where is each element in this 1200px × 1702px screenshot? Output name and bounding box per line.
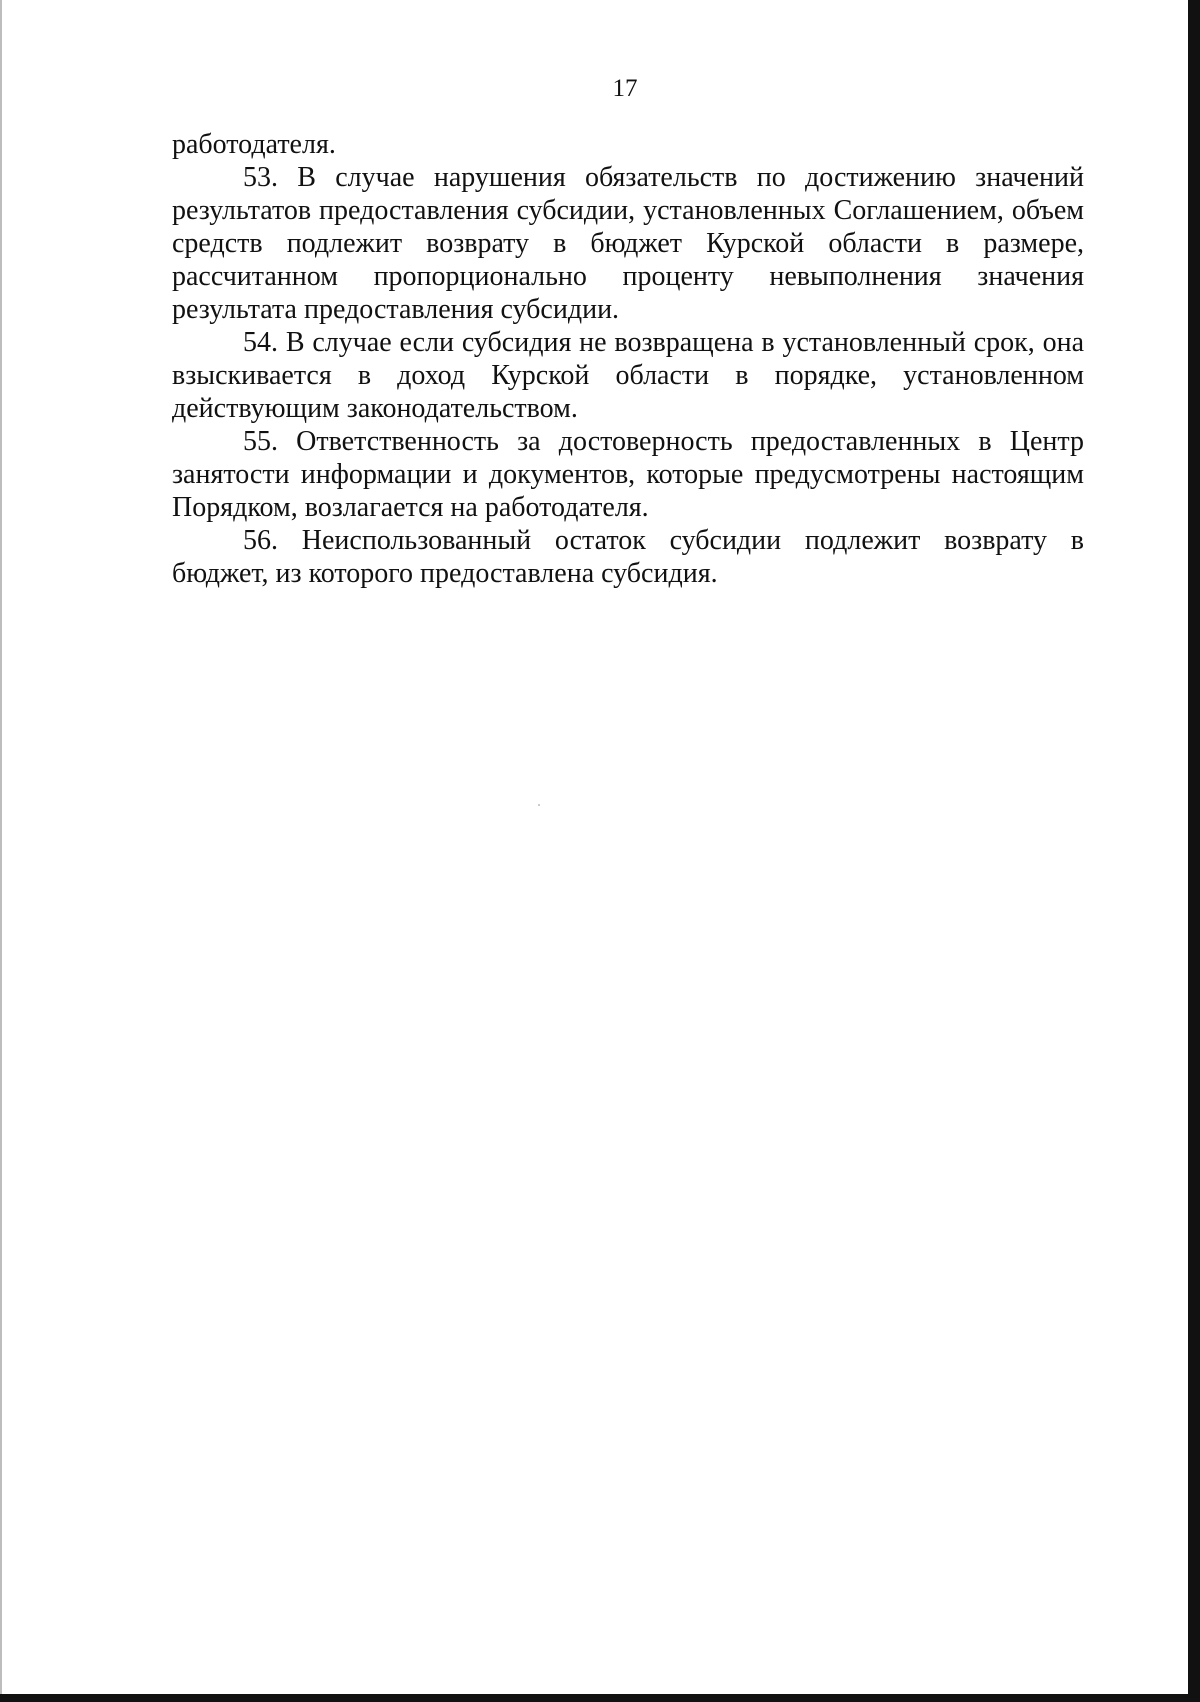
paragraph-54: 54. В случае если субсидия не возвращена в установленный срок, она взыскивается в доход Курской области в порядке, установленном действующим законодательством. (172, 327, 1084, 424)
paragraph-56: 56. Неиспользованный остаток субсидии подлежит возврату в бюджет, из которого предоставлена субсидия. (172, 525, 1084, 589)
scan-speck (538, 804, 540, 806)
paragraph-53: 53. В случае нарушения обязательств по достижению значений результатов предоставления субсидии, установленных Соглашением, объем средств подлежит возврату в бюджет Курской области в размере, рассчитанном пропорционально проценту невыполнения значения результата предоставления субсидии. (172, 162, 1084, 325)
body-text (172, 128, 1084, 590)
page-number: 17 (612, 75, 638, 102)
paragraph-continuation: работодателя. (172, 129, 336, 160)
paragraph-55: 55. Ответственность за достоверность предоставленных в Центр занятости информации и документов, которые предусмотрены настоящим Порядком, возлагается на работодателя. (172, 426, 1084, 523)
